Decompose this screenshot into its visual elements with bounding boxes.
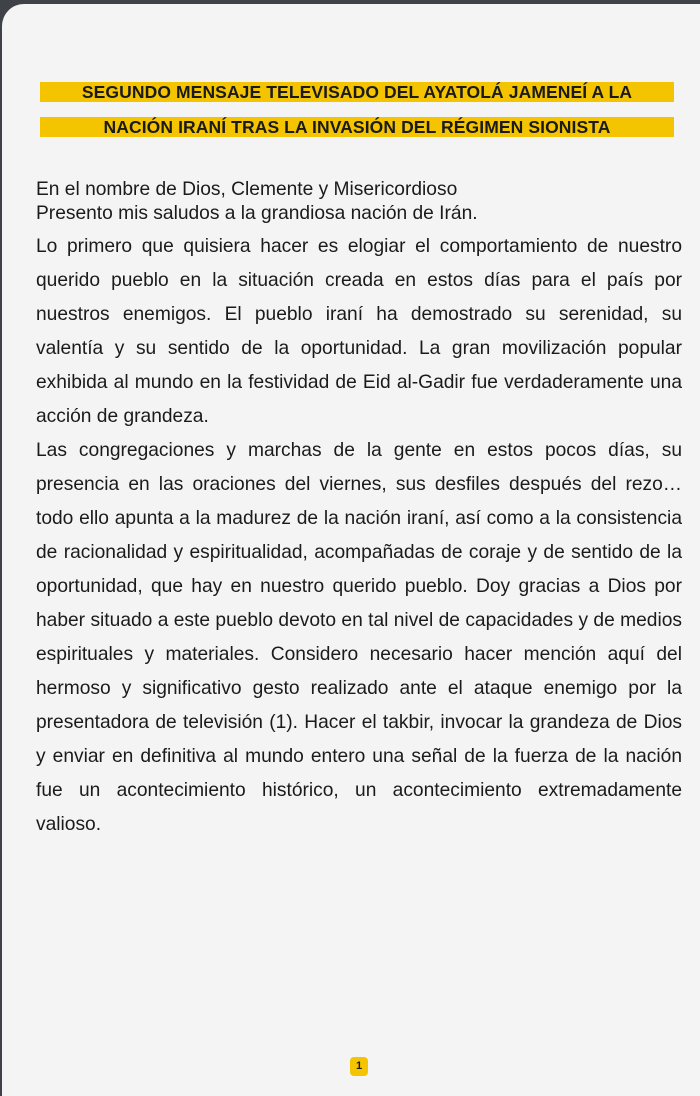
- paragraph-1: Lo primero que quisiera hacer es elogiar el comportamiento de nuestro querido pueblo en la situación creada en estos días para el país por nuestros enemigos. El pueblo iraní ha demostrado su serenidad, su valentía y su sentido de la oportunidad. La gran movilización popular exhibida al mundo en la festividad de Eid al-Gadir fue verdaderamente una acción de grandeza.: [36, 236, 682, 427]
- greeting-line-2: Presento mis saludos a la grandiosa nación de Irán.: [36, 203, 478, 224]
- greeting-line-1: En el nombre de Dios, Clemente y Misericordioso: [36, 179, 458, 200]
- title-line-1: SEGUNDO MENSAJE TELEVISADO DEL AYATOLÁ JAMENEÍ A LA: [40, 82, 674, 102]
- document-page: [2, 4, 700, 1096]
- document-body: [36, 178, 682, 842]
- title-line-2: NACIÓN IRANÍ TRAS LA INVASIÓN DEL RÉGIMEN SIONISTA: [40, 117, 674, 137]
- paragraph-2: Las congregaciones y marchas de la gente en estos pocos días, su presencia en las oraciones del viernes, sus desfiles después del rezo… todo ello apunta a la madurez de la nación iraní, así como a la consistencia de racionalidad y espiritualidad, acompañadas de coraje y de sentido de la oportunidad, que hay en nuestro querido pueblo. Doy gracias a Dios por haber situado a este pueblo devoto en tal nivel de capacidades y de medios espirituales y materiales. Considero necesario hacer mención aquí del hermoso y significativo gesto realizado ante el ataque enemigo por la presentadora de televisión (1). Hacer el takbir, invocar la grandeza de Dios y enviar en definitiva al mundo entero una señal de la fuerza de la nación fue un acontecimiento histórico, un acontecimiento extremadamente valioso.: [36, 440, 682, 835]
- page-number-badge: 1: [350, 1057, 368, 1076]
